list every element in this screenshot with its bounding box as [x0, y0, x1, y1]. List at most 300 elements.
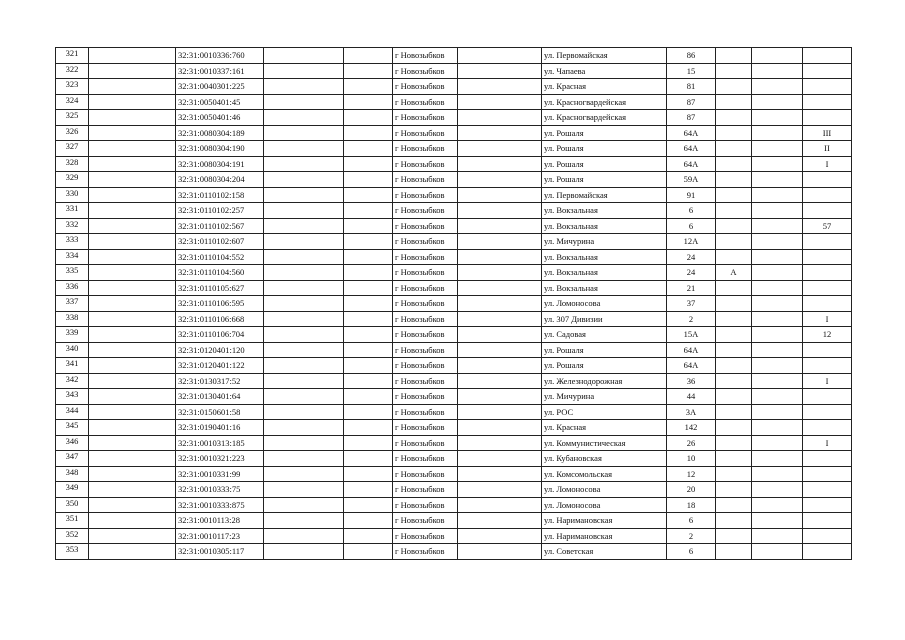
- table-cell: г Новозыбков: [393, 249, 458, 265]
- table-cell: 32:31:0010333:75: [176, 482, 264, 498]
- table-cell: г Новозыбков: [393, 404, 458, 420]
- table-cell: [716, 404, 752, 420]
- table-cell: [89, 94, 176, 110]
- table-cell: [458, 203, 542, 219]
- table-cell: [344, 156, 393, 172]
- table-cell: ул. Наримановская: [542, 528, 667, 544]
- table-cell: [752, 420, 803, 436]
- table-cell: [264, 342, 344, 358]
- table-row: [56, 311, 852, 327]
- table-cell: [458, 141, 542, 157]
- table-cell: г Новозыбков: [393, 420, 458, 436]
- table-cell: [344, 79, 393, 95]
- table-cell: [752, 63, 803, 79]
- table-cell: 329: [56, 172, 89, 188]
- table-cell: [752, 280, 803, 296]
- table-cell: г Новозыбков: [393, 482, 458, 498]
- table-cell: 32:31:0110104:552: [176, 249, 264, 265]
- table-cell: [89, 389, 176, 405]
- table-cell: [716, 513, 752, 529]
- table-cell: [89, 110, 176, 126]
- table-cell: 86: [667, 48, 716, 64]
- table-cell: [803, 544, 852, 560]
- table-cell: ул. Рошаля: [542, 358, 667, 374]
- table-row: [56, 327, 852, 343]
- table-cell: [803, 280, 852, 296]
- table-cell: [458, 327, 542, 343]
- table-row: [56, 404, 852, 420]
- table-cell: I: [803, 373, 852, 389]
- table-cell: ул. РОС: [542, 404, 667, 420]
- table-cell: 64А: [667, 156, 716, 172]
- table-row: [56, 497, 852, 513]
- table-cell: [716, 296, 752, 312]
- table-cell: 323: [56, 79, 89, 95]
- table-cell: [458, 358, 542, 374]
- table-cell: [458, 125, 542, 141]
- table-cell: [458, 497, 542, 513]
- table-cell: 344: [56, 404, 89, 420]
- table-cell: г Новозыбков: [393, 187, 458, 203]
- table-cell: [716, 156, 752, 172]
- table-cell: [89, 156, 176, 172]
- table-cell: [752, 327, 803, 343]
- table-cell: г Новозыбков: [393, 342, 458, 358]
- table-cell: [264, 497, 344, 513]
- table-cell: 32:31:0010336:760: [176, 48, 264, 64]
- table-cell: [716, 358, 752, 374]
- table-cell: [89, 218, 176, 234]
- table-cell: 339: [56, 327, 89, 343]
- table-cell: [344, 265, 393, 281]
- table-cell: 337: [56, 296, 89, 312]
- table-cell: г Новозыбков: [393, 451, 458, 467]
- table-row: [56, 373, 852, 389]
- table-cell: 32:31:0010333:875: [176, 497, 264, 513]
- table-row: [56, 482, 852, 498]
- table-row: [56, 203, 852, 219]
- table-cell: [344, 94, 393, 110]
- table-cell: [752, 342, 803, 358]
- table-cell: [716, 327, 752, 343]
- table-cell: г Новозыбков: [393, 311, 458, 327]
- table-cell: 6: [667, 203, 716, 219]
- table-cell: [458, 63, 542, 79]
- table-cell: [89, 125, 176, 141]
- table-cell: г Новозыбков: [393, 156, 458, 172]
- table-cell: [89, 420, 176, 436]
- table-cell: [344, 187, 393, 203]
- table-cell: 32:31:0110106:595: [176, 296, 264, 312]
- table-cell: [752, 373, 803, 389]
- table-cell: 32:31:0110105:627: [176, 280, 264, 296]
- table-cell: [458, 296, 542, 312]
- table-cell: [264, 513, 344, 529]
- table-cell: [264, 79, 344, 95]
- table-cell: [752, 48, 803, 64]
- table-row: [56, 265, 852, 281]
- table-cell: 32:31:0040301:225: [176, 79, 264, 95]
- table-cell: [752, 110, 803, 126]
- table-cell: [716, 451, 752, 467]
- table-cell: [458, 187, 542, 203]
- table-cell: г Новозыбков: [393, 466, 458, 482]
- table-cell: [458, 79, 542, 95]
- table-cell: ул. Красногвардейская: [542, 94, 667, 110]
- table-cell: 12А: [667, 234, 716, 250]
- table-cell: 26: [667, 435, 716, 451]
- table-cell: [458, 482, 542, 498]
- table-cell: 91: [667, 187, 716, 203]
- table-cell: [458, 94, 542, 110]
- table-cell: [716, 63, 752, 79]
- table-cell: ул. Красногвардейская: [542, 110, 667, 126]
- table-cell: [803, 513, 852, 529]
- table-cell: 32:31:0010331:99: [176, 466, 264, 482]
- table-cell: 342: [56, 373, 89, 389]
- table-cell: 32:31:0080304:191: [176, 156, 264, 172]
- table-cell: 59А: [667, 172, 716, 188]
- table-cell: 87: [667, 110, 716, 126]
- table-cell: [716, 218, 752, 234]
- table-cell: [752, 94, 803, 110]
- table-cell: г Новозыбков: [393, 280, 458, 296]
- table-cell: [716, 249, 752, 265]
- table-cell: [264, 327, 344, 343]
- table-row: [56, 513, 852, 529]
- table-row: [56, 187, 852, 203]
- table-cell: 32:31:0110102:158: [176, 187, 264, 203]
- table-cell: А: [716, 265, 752, 281]
- table-cell: 32:31:0130401:64: [176, 389, 264, 405]
- table-cell: [752, 482, 803, 498]
- table-cell: 328: [56, 156, 89, 172]
- table-cell: [264, 187, 344, 203]
- table-cell: [458, 435, 542, 451]
- table-cell: г Новозыбков: [393, 389, 458, 405]
- table-cell: ул. Ломоносова: [542, 296, 667, 312]
- table-cell: ул. Рошаля: [542, 342, 667, 358]
- table-cell: [458, 528, 542, 544]
- table-cell: [344, 466, 393, 482]
- table-cell: 32:31:0010113:28: [176, 513, 264, 529]
- table-cell: [344, 63, 393, 79]
- table-cell: [803, 342, 852, 358]
- table-cell: [752, 265, 803, 281]
- table-cell: 32:31:0010305:117: [176, 544, 264, 560]
- table-cell: ул. Рошаля: [542, 125, 667, 141]
- table-cell: [752, 311, 803, 327]
- table-cell: [89, 513, 176, 529]
- table-cell: [458, 389, 542, 405]
- table-cell: [344, 482, 393, 498]
- table-row: [56, 249, 852, 265]
- table-cell: 32:31:0050401:46: [176, 110, 264, 126]
- table-cell: [264, 420, 344, 436]
- table-cell: [458, 218, 542, 234]
- table-cell: г Новозыбков: [393, 358, 458, 374]
- table-cell: 142: [667, 420, 716, 436]
- table-cell: 6: [667, 513, 716, 529]
- table-row: [56, 141, 852, 157]
- table-cell: 352: [56, 528, 89, 544]
- table-cell: ул. Первомайская: [542, 48, 667, 64]
- table-cell: [458, 265, 542, 281]
- table-cell: ул. Наримановская: [542, 513, 667, 529]
- table-cell: [344, 497, 393, 513]
- table-cell: [752, 125, 803, 141]
- table-cell: 32:31:0010313:185: [176, 435, 264, 451]
- table-cell: 32:31:0110102:607: [176, 234, 264, 250]
- table-cell: [716, 544, 752, 560]
- table-row: [56, 466, 852, 482]
- table-cell: 32:31:0110106:704: [176, 327, 264, 343]
- table-cell: 330: [56, 187, 89, 203]
- table-cell: г Новозыбков: [393, 125, 458, 141]
- table-cell: [264, 234, 344, 250]
- table-cell: [344, 342, 393, 358]
- table-cell: [458, 451, 542, 467]
- table-cell: [716, 48, 752, 64]
- table-cell: 6: [667, 218, 716, 234]
- table-cell: [264, 451, 344, 467]
- table-cell: [803, 172, 852, 188]
- table-cell: 21: [667, 280, 716, 296]
- table-cell: [264, 125, 344, 141]
- table-cell: [264, 110, 344, 126]
- table-cell: 347: [56, 451, 89, 467]
- table-row: [56, 420, 852, 436]
- table-cell: [458, 172, 542, 188]
- table-cell: 12: [667, 466, 716, 482]
- table-cell: [752, 451, 803, 467]
- table-cell: 351: [56, 513, 89, 529]
- table-cell: [89, 451, 176, 467]
- table-cell: [89, 141, 176, 157]
- table-cell: ул. Первомайская: [542, 187, 667, 203]
- table-cell: [752, 187, 803, 203]
- table-cell: 36: [667, 373, 716, 389]
- table-cell: 32:31:0080304:190: [176, 141, 264, 157]
- table-cell: [264, 249, 344, 265]
- table-cell: [89, 497, 176, 513]
- table-cell: г Новозыбков: [393, 203, 458, 219]
- table-cell: 333: [56, 234, 89, 250]
- table-cell: 327: [56, 141, 89, 157]
- table-cell: [89, 342, 176, 358]
- table-cell: [752, 544, 803, 560]
- table-cell: [264, 172, 344, 188]
- table-cell: 32:31:0120401:120: [176, 342, 264, 358]
- table-cell: [264, 265, 344, 281]
- table-row: [56, 528, 852, 544]
- table-cell: г Новозыбков: [393, 544, 458, 560]
- table-cell: 325: [56, 110, 89, 126]
- table-cell: ул. Ломоносова: [542, 482, 667, 498]
- table-cell: [803, 265, 852, 281]
- table-cell: 15А: [667, 327, 716, 343]
- table-cell: ул. Советская: [542, 544, 667, 560]
- table-cell: 2: [667, 528, 716, 544]
- table-cell: 37: [667, 296, 716, 312]
- table-cell: 32:31:0110106:668: [176, 311, 264, 327]
- table-cell: [264, 528, 344, 544]
- table-cell: III: [803, 125, 852, 141]
- table-cell: 32:31:0110102:257: [176, 203, 264, 219]
- table-cell: [716, 420, 752, 436]
- table-cell: [344, 234, 393, 250]
- table-cell: [716, 528, 752, 544]
- table-cell: [344, 420, 393, 436]
- table-cell: [752, 528, 803, 544]
- table-cell: [89, 466, 176, 482]
- table-cell: 32:31:0130317:52: [176, 373, 264, 389]
- table-cell: г Новозыбков: [393, 296, 458, 312]
- table-cell: [89, 249, 176, 265]
- table-cell: [89, 544, 176, 560]
- table-cell: [89, 482, 176, 498]
- table-row: [56, 296, 852, 312]
- table-cell: г Новозыбков: [393, 63, 458, 79]
- table-cell: [803, 420, 852, 436]
- table-cell: г Новозыбков: [393, 327, 458, 343]
- table-cell: 32:31:0110102:567: [176, 218, 264, 234]
- table-cell: [344, 203, 393, 219]
- table-cell: [89, 311, 176, 327]
- table-cell: ул. Вокзальная: [542, 203, 667, 219]
- table-cell: [344, 172, 393, 188]
- table-cell: г Новозыбков: [393, 172, 458, 188]
- table-row: [56, 63, 852, 79]
- table-cell: [716, 373, 752, 389]
- table-row: [56, 48, 852, 64]
- table-cell: г Новозыбков: [393, 94, 458, 110]
- table-cell: [803, 466, 852, 482]
- table-cell: 32:31:0050401:45: [176, 94, 264, 110]
- table-cell: [89, 404, 176, 420]
- table-cell: [344, 451, 393, 467]
- table-cell: [803, 63, 852, 79]
- table-cell: [752, 513, 803, 529]
- table-cell: г Новозыбков: [393, 218, 458, 234]
- table-cell: [716, 482, 752, 498]
- document-sheet: [55, 47, 852, 560]
- table-cell: [752, 218, 803, 234]
- table-cell: [458, 249, 542, 265]
- table-cell: [89, 172, 176, 188]
- table-cell: [344, 249, 393, 265]
- table-cell: [264, 358, 344, 374]
- table-cell: ул. Комсомольская: [542, 466, 667, 482]
- table-cell: 10: [667, 451, 716, 467]
- table-cell: [803, 296, 852, 312]
- table-cell: [344, 404, 393, 420]
- table-cell: [344, 373, 393, 389]
- table-cell: [89, 435, 176, 451]
- table-cell: [344, 327, 393, 343]
- table-cell: [264, 141, 344, 157]
- table-cell: [803, 451, 852, 467]
- table-cell: [89, 63, 176, 79]
- table-cell: [803, 48, 852, 64]
- table-cell: [89, 187, 176, 203]
- table-cell: II: [803, 141, 852, 157]
- table-cell: [752, 79, 803, 95]
- table-cell: [264, 404, 344, 420]
- table-cell: [752, 203, 803, 219]
- table-cell: 348: [56, 466, 89, 482]
- table-cell: [89, 79, 176, 95]
- table-cell: [752, 497, 803, 513]
- table-row: [56, 451, 852, 467]
- table-cell: ул. Мичурина: [542, 389, 667, 405]
- table-cell: 44: [667, 389, 716, 405]
- table-cell: 81: [667, 79, 716, 95]
- table-cell: I: [803, 435, 852, 451]
- table-cell: I: [803, 311, 852, 327]
- table-cell: [803, 482, 852, 498]
- registry-table: [55, 47, 852, 560]
- table-cell: [752, 172, 803, 188]
- table-cell: 343: [56, 389, 89, 405]
- table-cell: [716, 280, 752, 296]
- table-row: [56, 389, 852, 405]
- table-cell: ул. Красная: [542, 79, 667, 95]
- table-cell: г Новозыбков: [393, 373, 458, 389]
- table-cell: [803, 249, 852, 265]
- table-cell: [344, 358, 393, 374]
- table-cell: [344, 311, 393, 327]
- table-cell: [458, 342, 542, 358]
- table-cell: [89, 280, 176, 296]
- table-cell: [752, 296, 803, 312]
- table-cell: [752, 466, 803, 482]
- table-cell: I: [803, 156, 852, 172]
- table-cell: 3А: [667, 404, 716, 420]
- table-cell: [89, 327, 176, 343]
- table-cell: [264, 280, 344, 296]
- table-cell: [716, 203, 752, 219]
- table-cell: [89, 296, 176, 312]
- table-cell: [716, 234, 752, 250]
- table-cell: [89, 358, 176, 374]
- table-cell: [803, 358, 852, 374]
- table-cell: [716, 389, 752, 405]
- table-cell: 87: [667, 94, 716, 110]
- table-cell: [89, 528, 176, 544]
- table-row: [56, 280, 852, 296]
- table-cell: [752, 234, 803, 250]
- table-cell: 32:31:0010321:223: [176, 451, 264, 467]
- table-cell: [716, 342, 752, 358]
- table-cell: 64А: [667, 141, 716, 157]
- table-cell: ул. Рошаля: [542, 172, 667, 188]
- table-cell: [458, 311, 542, 327]
- table-cell: 32:31:0150601:58: [176, 404, 264, 420]
- table-cell: 24: [667, 249, 716, 265]
- table-cell: ул. Рошаля: [542, 141, 667, 157]
- table-cell: 15: [667, 63, 716, 79]
- table-cell: г Новозыбков: [393, 528, 458, 544]
- table-cell: 32:31:0190401:16: [176, 420, 264, 436]
- table-cell: [264, 389, 344, 405]
- table-cell: [89, 48, 176, 64]
- table-cell: г Новозыбков: [393, 48, 458, 64]
- table-cell: [264, 94, 344, 110]
- table-cell: [264, 311, 344, 327]
- table-cell: [752, 404, 803, 420]
- table-cell: [344, 435, 393, 451]
